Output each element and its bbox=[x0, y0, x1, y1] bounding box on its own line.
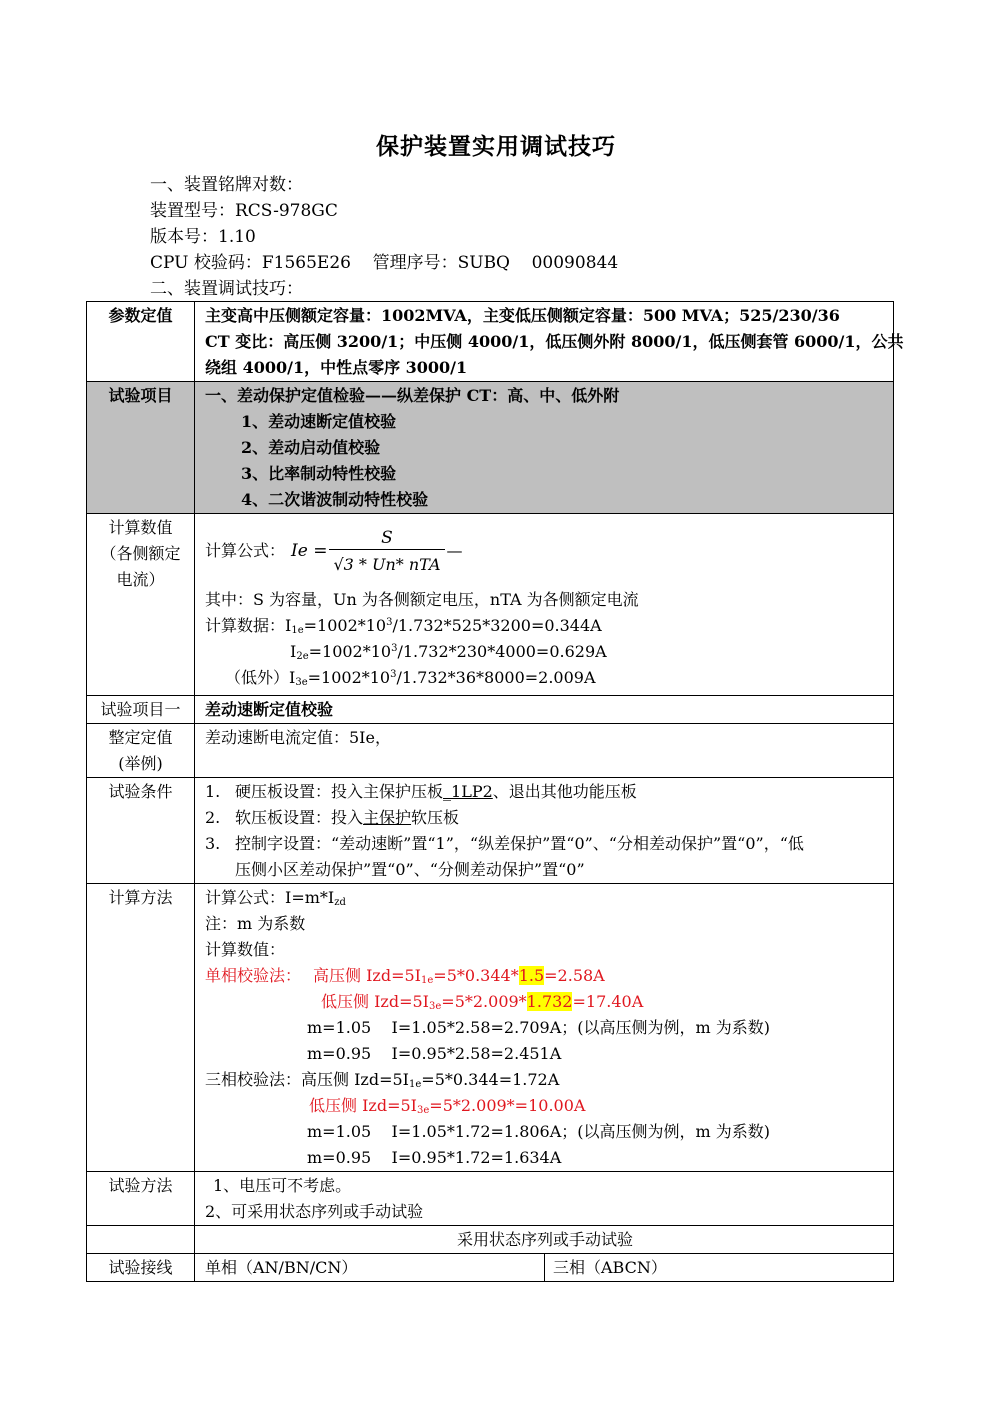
row-item-one bbox=[87, 696, 894, 724]
method-text: 高压侧 Izd=5I bbox=[301, 1070, 410, 1089]
calc-text: =1002*10 bbox=[307, 668, 391, 687]
row-label: 试验项目一 bbox=[87, 696, 195, 724]
test-item-line: 一、差动保护定值检验——纵差保护 CT：高、中、低外附 bbox=[205, 386, 620, 405]
method-note: 注：m 为系数 bbox=[205, 914, 306, 933]
row-params bbox=[87, 302, 894, 382]
calc-symbol: I bbox=[285, 616, 292, 635]
single-phase-line bbox=[205, 963, 885, 989]
row-label: 参数定值 bbox=[87, 302, 195, 382]
calc-data-prefix: 计算数据： bbox=[205, 616, 286, 635]
device-model: 装置型号：RCS-978GC bbox=[150, 201, 338, 221]
wiring-single: 单相（AN/BN/CN） bbox=[195, 1254, 545, 1282]
calc-text: /1.732*36*8000=2.009A bbox=[396, 668, 596, 687]
method-values-label: 计算数值： bbox=[205, 940, 286, 959]
item-one-value: 差动速断定值校验 bbox=[195, 696, 894, 724]
calc-superscript: 3 bbox=[390, 669, 397, 680]
formula-note: 其中：S 为容量，Un 为各侧额定电压，nTA 为各侧额定电流 bbox=[205, 590, 639, 609]
calc-content bbox=[195, 514, 894, 696]
method-text: =5*0.344* bbox=[433, 966, 519, 985]
formula-prefix: 计算公式： bbox=[205, 541, 286, 560]
calc-text: /1.732*230*4000=0.629A bbox=[397, 642, 607, 661]
row-conditions bbox=[87, 778, 894, 884]
test-method-line: 1、电压可不考虑。 bbox=[213, 1176, 352, 1195]
highlighted-value: 1.732 bbox=[526, 992, 573, 1011]
method-content bbox=[195, 884, 894, 1172]
test-item-line: 3、比率制动特性校验 bbox=[241, 464, 397, 483]
method-text: =5*2.009*=10.00A bbox=[429, 1096, 586, 1115]
row-label: 计算方法 bbox=[87, 884, 195, 1172]
test-items-content bbox=[195, 382, 894, 514]
test-item-line: 4、二次谐波制动特性校验 bbox=[241, 490, 429, 509]
calc-subscript: 1e bbox=[291, 625, 304, 636]
coefficient-line: m=0.95 I=0.95*2.58=2.451A bbox=[307, 1044, 562, 1063]
calc-data-line bbox=[205, 613, 885, 639]
formula-tail: — bbox=[446, 541, 463, 560]
row-label bbox=[87, 724, 195, 778]
condition-item bbox=[205, 779, 885, 805]
formula-numerator: S bbox=[381, 527, 393, 548]
row-method bbox=[87, 884, 894, 1172]
single-phase-line bbox=[205, 989, 885, 1015]
condition-number: 1. bbox=[205, 782, 221, 801]
condition-number: 3. bbox=[205, 834, 221, 853]
calc-text: =1002*10 bbox=[303, 616, 387, 635]
row-label: 试验项目 bbox=[87, 382, 195, 514]
coefficient-line: m=1.05 I=1.05*1.72=1.806A；(以高压侧为例，m 为系数) bbox=[307, 1122, 771, 1141]
method-text: 低压侧 Izd=5I bbox=[309, 1096, 417, 1115]
row-setting bbox=[87, 724, 894, 778]
three-phase-line bbox=[205, 1067, 885, 1093]
method-text: 计算公式：I=m*I bbox=[205, 888, 335, 907]
condition-item bbox=[205, 805, 885, 831]
params-line: 主变高中压侧额定容量：1002MVA，主变低压侧额定容量：500 MVA；525/230/36 bbox=[205, 306, 840, 325]
version-number: 版本号：1.10 bbox=[150, 227, 256, 247]
calc-text: /1.732*525*3200=0.344A bbox=[392, 616, 602, 635]
params-content bbox=[195, 302, 904, 382]
section-debug-heading: 二、装置调试技巧： bbox=[150, 279, 303, 299]
test-method-content bbox=[195, 1172, 894, 1226]
conditions-content bbox=[195, 778, 894, 884]
cpu-checksum: CPU 校验码：F1565E26 管理序号：SUBQ 00090844 bbox=[150, 253, 619, 273]
calc-superscript: 3 bbox=[386, 617, 393, 628]
calc-data-line bbox=[205, 665, 885, 691]
calc-superscript: 3 bbox=[391, 643, 398, 654]
method-subscript: 1e bbox=[409, 1079, 422, 1090]
calc-symbol: I bbox=[289, 668, 296, 687]
section-nameplate-heading: 一、装置铭牌对数： bbox=[150, 175, 303, 195]
coefficient-line: m=0.95 I=0.95*1.72=1.634A bbox=[307, 1148, 562, 1167]
condition-text: 软压板设置：投入 bbox=[235, 808, 364, 827]
condition-underlined: 主保护 bbox=[363, 808, 412, 827]
condition-continuation: 压侧小区差动保护”置“0”、“分侧差动保护”置“0” bbox=[235, 860, 585, 879]
method-text: =17.40A bbox=[572, 992, 644, 1011]
row-label-line: （各侧额定 bbox=[100, 544, 181, 563]
debug-table bbox=[86, 301, 904, 1282]
single-phase-label: 单相校验法： bbox=[205, 966, 302, 985]
method-subscript: zd bbox=[334, 897, 346, 908]
row-merged bbox=[87, 1226, 894, 1254]
condition-text: 硬压板设置：投入主保护压板 bbox=[235, 782, 444, 801]
test-item-line: 2、差动启动值校验 bbox=[241, 438, 381, 457]
row-calc bbox=[87, 514, 894, 696]
row-test-method bbox=[87, 1172, 894, 1226]
setting-value: 差动速断电流定值：5Ie， bbox=[195, 724, 894, 778]
row-label bbox=[87, 514, 195, 696]
test-item-line: 1、差动速断定值校验 bbox=[241, 412, 397, 431]
document-title: 保护装置实用调试技巧 bbox=[376, 133, 616, 160]
method-text: =2.58A bbox=[544, 966, 605, 985]
row-label: 试验方法 bbox=[87, 1172, 195, 1226]
rated-current-formula bbox=[205, 515, 885, 587]
calc-prefix: （低外） bbox=[225, 668, 290, 687]
formula-fraction bbox=[329, 527, 444, 576]
method-text: =5*0.344=1.72A bbox=[421, 1070, 560, 1089]
method-formula bbox=[205, 885, 885, 911]
calc-subscript: 3e bbox=[295, 677, 308, 688]
method-text: =5*2.009* bbox=[441, 992, 527, 1011]
empty-cell bbox=[87, 1226, 195, 1254]
condition-text: 、退出其他功能压板 bbox=[492, 782, 637, 801]
three-phase-label: 三相校验法： bbox=[205, 1070, 302, 1089]
condition-underlined: _1LP2 bbox=[443, 782, 493, 801]
method-text: 低压侧 Izd=5I bbox=[321, 992, 429, 1011]
params-line: 绕组 4000/1，中性点零序 3000/1 bbox=[205, 358, 468, 377]
formula-denominator: √3 * Un* nTA bbox=[329, 549, 444, 576]
row-label-line: (举例) bbox=[118, 754, 163, 773]
condition-number: 2. bbox=[205, 808, 221, 827]
highlighted-value: 1.5 bbox=[518, 966, 545, 985]
merged-cell: 采用状态序列或手动试验 bbox=[195, 1226, 894, 1254]
row-wiring bbox=[87, 1254, 894, 1282]
row-label-line: 计算数值 bbox=[108, 518, 173, 537]
method-subscript: 1e bbox=[421, 975, 434, 986]
calc-symbol: I bbox=[290, 642, 297, 661]
row-label-line: 整定定值 bbox=[108, 728, 173, 747]
test-method-line: 2、可采用状态序列或手动试验 bbox=[205, 1202, 424, 1221]
condition-text: 控制字设置：“差动速断”置“1”，“纵差保护”置“0”、“分相差动保护”置“0”，“低 bbox=[235, 834, 804, 853]
params-line: CT 变比：高压侧 3200/1；中压侧 4000/1，低压侧外附 8000/1，低压侧套管 6000/1，公共 bbox=[205, 332, 904, 351]
row-label: 试验接线 bbox=[87, 1254, 195, 1282]
coefficient-line: m=1.05 I=1.05*2.58=2.709A；(以高压侧为例，m 为系数) bbox=[307, 1018, 771, 1037]
row-label: 试验条件 bbox=[87, 778, 195, 884]
condition-text: 软压板 bbox=[411, 808, 460, 827]
three-phase-line bbox=[205, 1093, 885, 1119]
formula-lhs: Ie = bbox=[291, 541, 328, 561]
calc-data-line bbox=[205, 639, 885, 665]
calc-subscript: 2e bbox=[296, 651, 309, 662]
wiring-three: 三相（ABCN） bbox=[545, 1254, 894, 1282]
method-subscript: 3e bbox=[429, 1001, 442, 1012]
method-text: 高压侧 Izd=5I bbox=[313, 966, 422, 985]
method-subscript: 3e bbox=[417, 1105, 430, 1116]
row-test-items bbox=[87, 382, 894, 514]
condition-item bbox=[205, 831, 885, 857]
row-label-line: 电流） bbox=[116, 570, 165, 589]
calc-text: =1002*10 bbox=[308, 642, 392, 661]
